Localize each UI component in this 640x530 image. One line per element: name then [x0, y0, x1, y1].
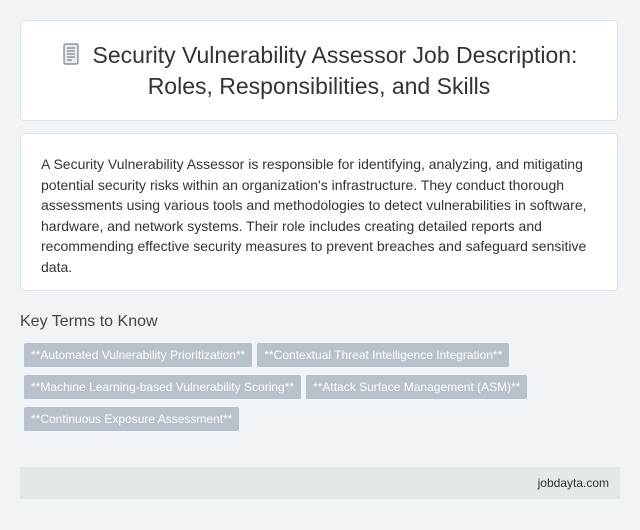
key-term-tag: **Contextual Threat Intelligence Integration**: [257, 343, 509, 367]
title-card: [20, 20, 618, 121]
footer: [20, 467, 620, 499]
key-term-tag: **Continuous Exposure Assessment**: [24, 407, 239, 431]
key-terms-list: [22, 343, 582, 439]
page-title: [59, 41, 579, 101]
document-icon: [61, 43, 81, 72]
key-term-tag: **Attack Surface Management (ASM)**: [306, 375, 527, 399]
key-term-tag: **Automated Vulnerability Prioritization**: [24, 343, 252, 367]
job-description: A Security Vulnerability Assessor is responsible for identifying, analyzing, and mitigating potential security risks within an organization's infrastructure. They conduct thorough assessments using various tools and methodologies to detect vulnerabilities in software, hardware, and network systems. Their role includes creating detailed reports and recommending effective security measures to prevent breaches and safeguard sensitive data.: [41, 156, 587, 275]
key-term-tag: **Machine Learning-based Vulnerability Scoring**: [24, 375, 301, 399]
footer-site-link[interactable]: jobdayta.com: [537, 476, 609, 490]
key-terms-heading: Key Terms to Know: [20, 313, 158, 330]
page-title-text: Security Vulnerability Assessor Job Description: Roles, Responsibilities, and Skills: [92, 41, 578, 99]
description-card: [20, 133, 618, 291]
